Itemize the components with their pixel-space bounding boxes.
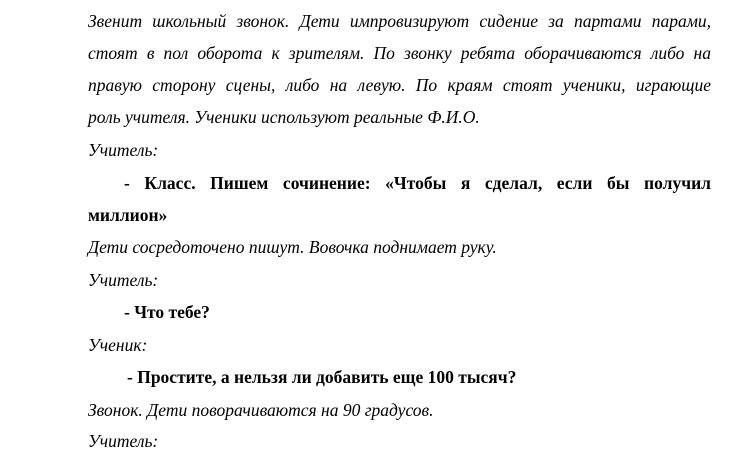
- intro-line-3: правую сторону сцены, либо на левую. По краям стоят ученики, играющие: [88, 75, 711, 95]
- stage-direction-1: Дети сосредоточено пишут. Вовочка поднимает руку.: [88, 237, 497, 257]
- stage-direction-2: Звонок. Дети поворачиваются на 90 градусов.: [88, 400, 434, 420]
- teacher-line-1-cont: миллион»: [88, 205, 168, 225]
- intro-line-1: Звенит школьный звонок. Дети импровизируют сидение за партами парами,: [88, 11, 711, 31]
- speaker-teacher-3: Учитель:: [88, 431, 159, 451]
- intro-line-4: роль учителя. Ученики используют реальные Ф.И.О.: [88, 107, 480, 127]
- speaker-teacher-1: Учитель:: [88, 140, 159, 160]
- teacher-line-1: - Класс. Пишем сочинение: «Чтобы я сделал, если бы получил: [124, 173, 711, 193]
- speaker-student: Ученик:: [88, 335, 148, 355]
- speaker-teacher-2: Учитель:: [88, 270, 159, 290]
- student-line: - Простите, а нельзя ли добавить еще 100 тысяч?: [127, 367, 517, 387]
- intro-line-2: стоят в пол оборота к зрителям. По звонку ребята оборачиваются либо на: [88, 43, 711, 63]
- teacher-line-2: - Что тебе?: [124, 302, 210, 322]
